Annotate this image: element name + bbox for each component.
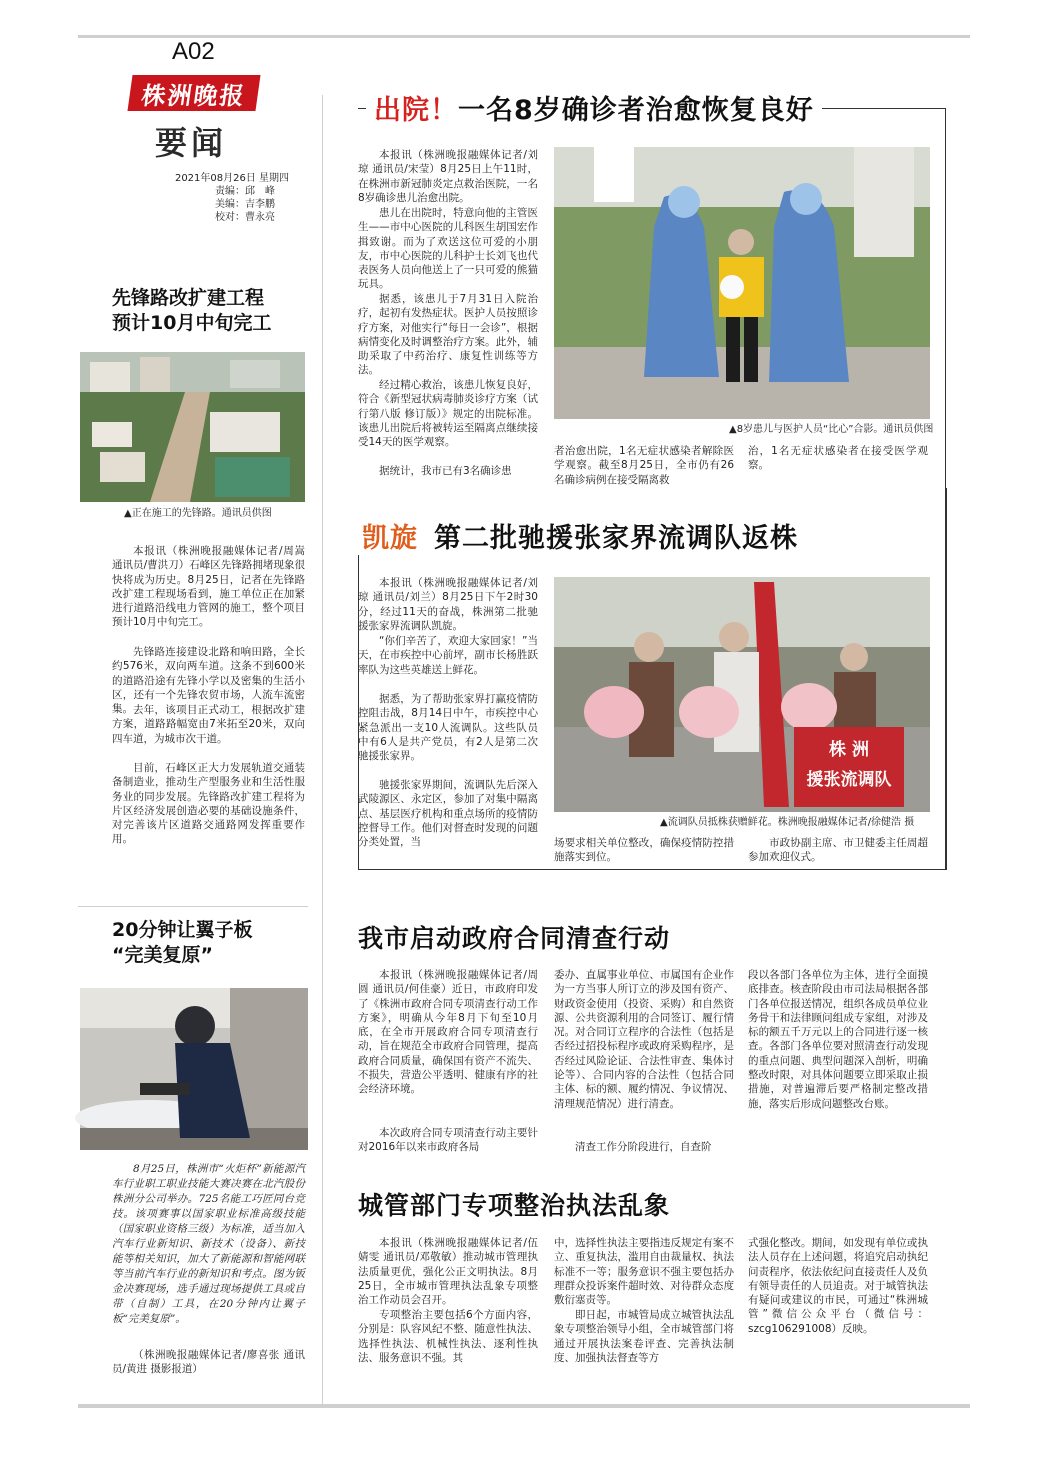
- story4-paragraph: 即日起，市城管局成立城管执法乱象专项整治领导小组，全市城管部门将通过开展执法案卷评查、完善执法制度、加强执法督查等方: [554, 1309, 734, 1364]
- story1-paragraph: 据统计，我市已有3名确诊患: [379, 465, 512, 477]
- story4-paragraph: 专项整治主要包括6个方面内容，分别是：队容风纪不整、随意性执法、选择性执法、机械性执法、逐利性执法、服务意识不强。其: [358, 1309, 538, 1364]
- story2-col3-text: 市政协副主席、市卫健委主任周超参加欢迎仪式。: [748, 837, 928, 864]
- side1-headline: 先锋路改扩建工程 预计10月中旬完工: [112, 287, 272, 334]
- story1-col3: [748, 444, 928, 474]
- story3-headline: 我市启动政府合同清查行动: [358, 924, 671, 953]
- story3-col3: [748, 968, 928, 1155]
- side1-paragraph: 本报讯（株洲晚报融媒体记者/周嵩 通讯员/曹洪刀）石峰区先锋路拥堵现象很快将成为历史。8月25日，记者在先锋路改扩建工程现场看到，施工单位正在加紧进行道路沿线电力管网的施工，整个项目预计10月中旬完工。: [112, 545, 305, 629]
- story4-col3: [748, 1236, 928, 1366]
- story1-col2: [554, 444, 734, 488]
- side1-paragraph: 目前，石峰区正大力发展轨道交通装备制造业，推动生产型服务业和生活性服务业的同步发展。先锋路改扩建工程将为片区经济发展创造必要的基础设施条件，对完善该片区道路交通路网发挥重要作用。: [112, 762, 305, 846]
- story2-title: 第二批驰援张家界流调队返株: [434, 523, 798, 554]
- discharge-photo-illustration: [554, 147, 930, 419]
- section-title: 要闻: [155, 124, 228, 162]
- story2-kicker: 凯旋: [362, 523, 418, 554]
- story2-paragraph: 本报讯（株洲晚报融媒体记者/刘琼 通讯员/刘兰）8月25日下午2时30分，经过11天的奋战，株洲第二批驰援张家界流调队凯旋。: [358, 577, 538, 632]
- story3-paragraph: 清查工作分阶段进行，自查阶: [575, 1141, 712, 1153]
- team-banner: [794, 729, 904, 805]
- story1-paragraph: 本报讯（株洲晚报融媒体记者/刘琼 通讯员/宋莹）8月25日上午11时，在株洲市新冠肺炎定点救治医院，一名8岁确诊患儿治愈出院。: [358, 149, 538, 204]
- editor-line: 责编：邱 峰: [215, 186, 275, 197]
- issue-meta: [174, 172, 300, 224]
- side2-caption-text: 8月25日，株洲市“火炬杯”新能源汽车行业职工职业技能大赛决赛在北汽股份株洲分公司举办。725名能工巧匠同台竞技。该项赛事以国家职业标准高级技能（国家职业资格三级）为标准，适当加入汽车行业新知识、新技术（设备）、新技能等相关知识，加大了新能源和智能网联等当前汽车行业的新知识和考点。图为钣金决赛现场，选手通过现场提供工具或自带（自制）工具，在20分钟内让翼子板“完美复原”。: [112, 1163, 305, 1325]
- side1-paragraph: 先锋路连接建设北路和响田路，全长约576米，双向两车道。这条不到600米的道路沿途有先锋小学以及密集的生活小区，还有一个先锋农贸市场，人流车流密集。: [112, 646, 305, 716]
- story3-paragraph: 本报讯（株洲晚报融媒体记者/周圆 通讯员/何佳豪）近日，市政府印发了《株洲市政府合同专项清查行动工作方案》，明确从今年8月下旬至10月底，在全市开展政府合同专项清查行动，旨在规范全市政府合同管理，提高政府合同质量，确保国有资产不流失、不损失，营造公平透明、健康有序的社会经济环境。: [358, 969, 538, 1096]
- story3-col1: [358, 968, 538, 1156]
- story1-col3-text: 治，1名无症状感染者在接受医学观察。: [748, 445, 928, 472]
- story1-col2-text: 者治愈出院，1名无症状感染者解除医学观察。截至8月25日，全市仍有26名确诊病例在接受隔离救: [554, 445, 734, 486]
- team-return-photo: [554, 577, 930, 812]
- story1-headline: [366, 88, 822, 127]
- story1-title: 一名8岁确诊者治愈恢复良好: [458, 95, 814, 126]
- story2-col3: [748, 836, 928, 866]
- patient-discharge-photo: [554, 147, 930, 419]
- side2-credit: （株洲晚报融媒体记者/廖喜张 通讯员/黄进 摄影报道）: [112, 1349, 305, 1376]
- left-divider: [78, 906, 308, 907]
- road-photo-caption: ▲正在施工的先锋路。通讯员供图: [124, 508, 272, 519]
- banner-line-2: 援张流调队: [806, 770, 892, 790]
- banner-line-1: 株 洲: [829, 740, 869, 760]
- story4-paragraph: 式强化整改。期间，如发现有单位或执法人员存在上述问题，将追究启动执纪问责程序，依法依纪问直接责任人及负有领导责任的人员追责。对于城管执法有疑问或建议的市民，可通过“株洲城管”微信公众平台（微信号：szcg106291008）反映。: [748, 1237, 928, 1335]
- welding-photo-illustration: [80, 988, 308, 1150]
- side1-body: [112, 544, 305, 862]
- story2-paragraph: 据悉，为了帮助张家界打赢疫情防控阻击战，8月14日中午，市疾控中心紧急派出一支10人流调队。这些队员中有6人是共产党员，有2人是第二次驰援张家界。: [358, 693, 538, 763]
- story4-col2: [554, 1236, 734, 1366]
- story3-paragraph: 本次政府合同专项清查行动主要针对2016年以来市政府各局: [358, 1127, 538, 1154]
- story2-frame-right: [945, 488, 947, 870]
- side1-paragraph: 去年，该项目正式动工，根据改扩建方案，道路路幅宽由7米拓至20米，双向四车道，为城市次干道。: [112, 704, 305, 745]
- story3-paragraph: 委办、直属事业单位、市属国有企业作为一方当事人所订立的涉及国有资产、财政资金使用（投资、采购）和自然资源、公共资源利用的合同签订、履行情况。对合同订立程序的合法性（包括是否经过招投标程序或政府采购程序，是否经过风险论证、合法性审查、集体讨论等）、合同内容的合法性（包括合同主体、标的额、履约情况、争议情况、清理规范情况）进行清查。: [554, 969, 734, 1110]
- designer-line: 美编：吉李鹏: [215, 199, 275, 210]
- discharge-photo-caption: ▲8岁患儿与医护人员“比心”合影。通讯员供图: [729, 424, 934, 435]
- story3-paragraph: 段以各部门各单位为主体，进行全面摸底排查。核查阶段由市司法局根据各部门各单位报送情况，组织各成员单位业务骨干和法律顾问组成专家组，对涉及标的额五千万元以上的合同进行逐一核查。各部门各单位要对照清查行动发现的重点问题、典型问题深入剖析，明确整改时限，对具体问题要立即采取止损措施，对普遍滞后要严格制定整改措施，落实后形成问题整改台账。: [748, 969, 928, 1110]
- road-photo-illustration: [80, 352, 305, 502]
- side2-body: [112, 1162, 305, 1378]
- story1-paragraph: 据悉，该患儿于7月31日入院治疗，起初有发热症状。医护人员按照诊疗方案，对他实行“每日一会诊”，根据病情变化及时调整治疗方案。此外，辅助采取了中药治疗、康复性训练等方法。: [358, 293, 538, 377]
- team-photo-caption: ▲流调队员抵株获赠鲜花。株洲晚报融媒体记者/徐健浩 摄: [660, 817, 915, 828]
- story2-paragraph: 驰援张家界期间，流调队先后深入武陵源区、永定区，参加了对集中隔离点、基层医疗机构和重点场所的疫情防控督导工作。他们对督查时发现的问题分类处置，当: [358, 779, 538, 849]
- story2-headline: [352, 516, 806, 555]
- story1-paragraph: 经过精心救治，该患儿恢复良好，符合《新型冠状病毒肺炎诊疗方案（试行第八版 修订版）》规定的出院标准。该患儿出院后将被转运至隔离点继续接受14天的医学观察。: [358, 379, 538, 449]
- story4-col1: [358, 1236, 538, 1366]
- column-divider: [322, 95, 323, 1405]
- road-construction-photo: [80, 352, 305, 502]
- story2-col1: [358, 576, 538, 864]
- welding-contest-photo: [80, 988, 308, 1150]
- story4-paragraph: 本报讯（株洲晚报融媒体记者/伍婧雯 通讯员/邓敬敏）推动城市管理执法质量更优，强化公正文明执法。8月25日，全市城市管理执法乱象专项整治工作动员会召开。: [358, 1237, 538, 1307]
- bottom-rule: [78, 1404, 970, 1408]
- story4-headline: 城管部门专项整治执法乱象: [358, 1191, 671, 1220]
- proofreader-line: 校对：曹永亮: [215, 212, 275, 223]
- story2-col2-text: 场要求相关单位整改，确保疫情防控措施落实到位。: [554, 837, 734, 864]
- page-number: A02: [172, 38, 215, 65]
- story1-kicker: 出院！: [374, 95, 458, 126]
- story1-col1: [358, 148, 538, 479]
- story2-paragraph: “你们辛苦了，欢迎大家回家！”当天，在市疾控中心前坪，副市长杨胜跃率队为这些英雄送上鲜花。: [358, 635, 538, 676]
- story1-paragraph: 患儿在出院时，特意向他的主管医生——市中心医院的儿科医生胡国宏作揖致谢。而为了欢送这位可爱的小朋友，市中心医院的儿科护士长刘飞也代表医务人员向他送上了一只可爱的熊猫玩具。: [358, 207, 538, 291]
- issue-date: 2021年08月26日 星期四: [174, 173, 290, 184]
- side2-headline: 20分钟让翼子板 “完美复原”: [112, 919, 253, 966]
- story3-col2: [554, 968, 734, 1155]
- paper-logo: 株洲晚报: [127, 75, 260, 111]
- story2-col2: [554, 836, 734, 866]
- story4-paragraph: 中，选择性执法主要指违反规定有案不立、重复执法，滥用自由裁量权、执法标准不一等；服务意识不强主要包括办理群众投诉案件超时效、对待群众态度敷衍塞责等。: [554, 1237, 734, 1307]
